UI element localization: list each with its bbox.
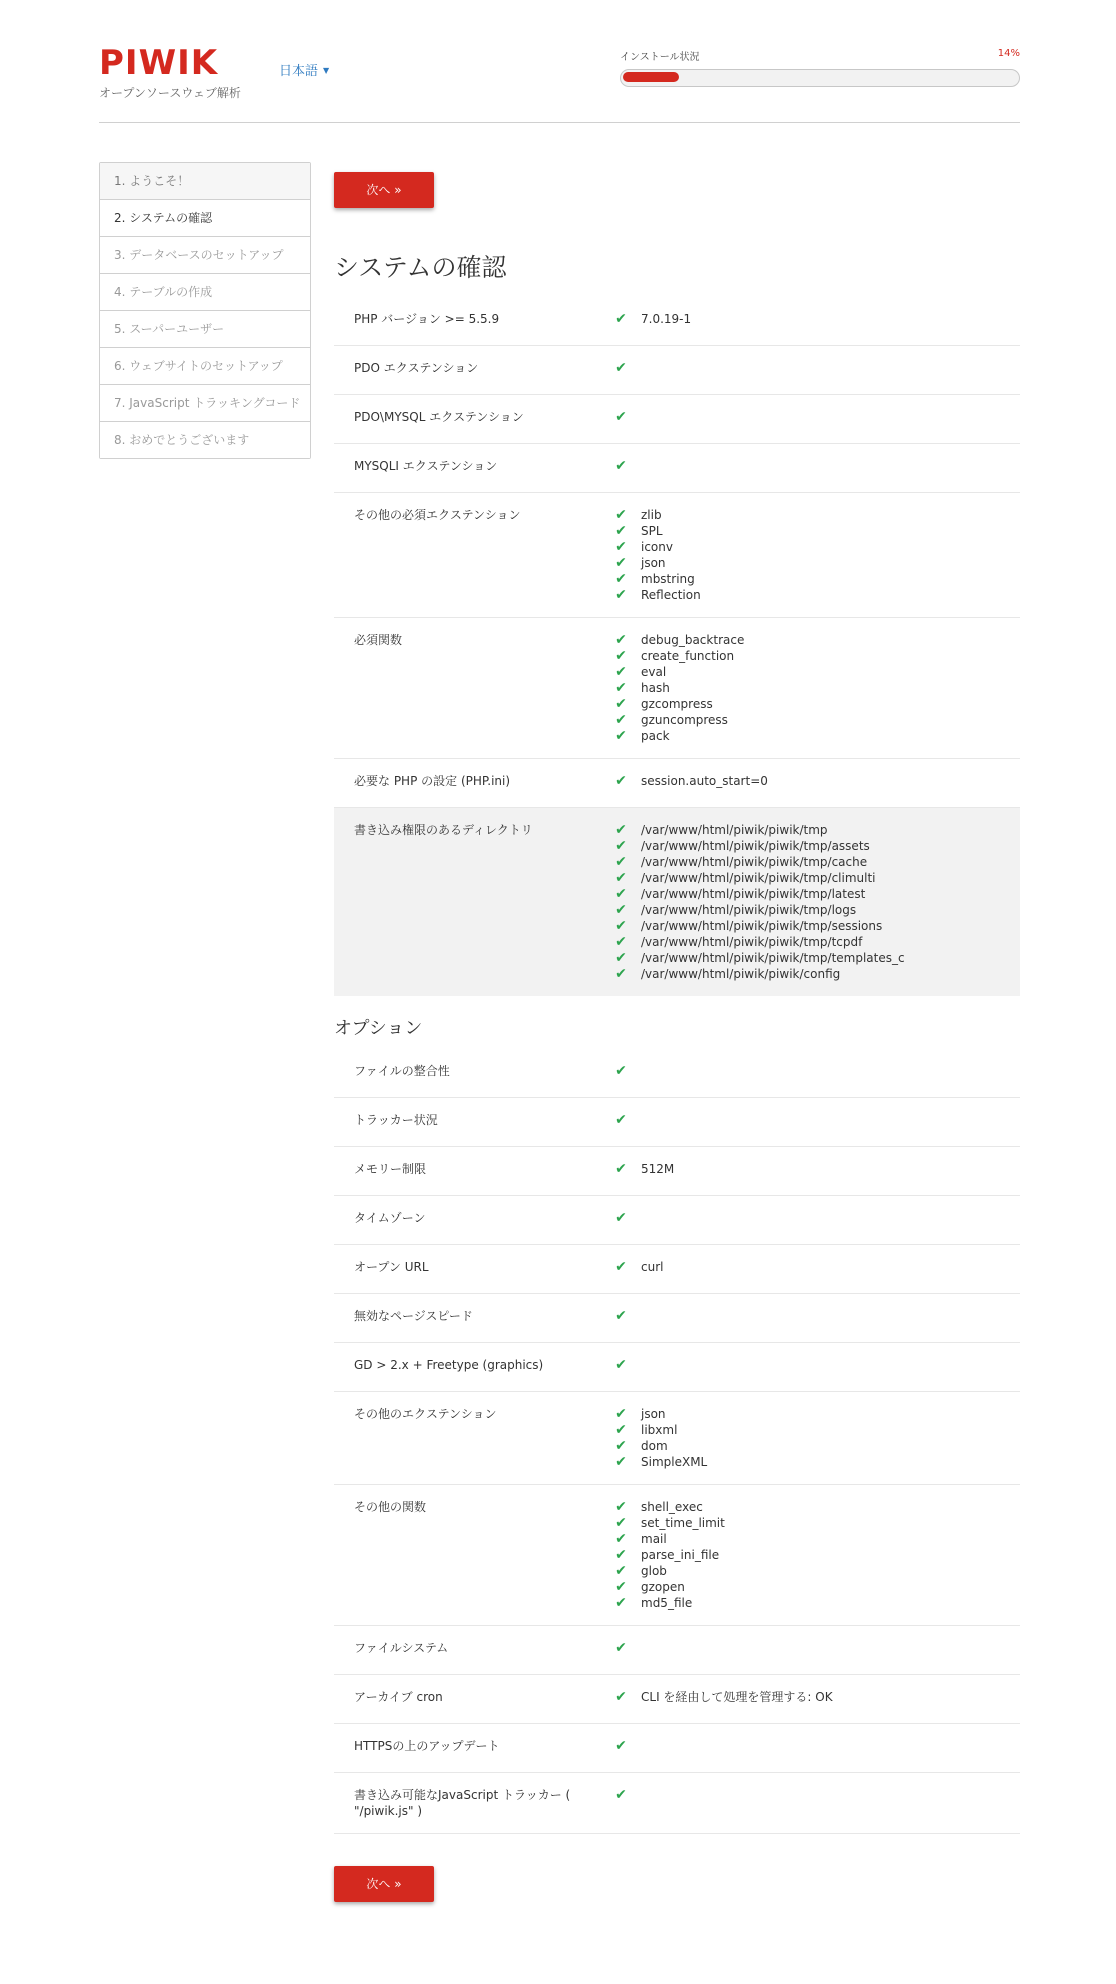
checkmark-icon: ✔: [615, 1787, 627, 1803]
check-item: [614, 1161, 1020, 1177]
check-values: [614, 1308, 1020, 1324]
check-values: [614, 507, 1020, 603]
checkmark-icon: ✔: [615, 1259, 627, 1275]
check-item: [614, 950, 1020, 966]
check-value: 512M: [641, 1162, 675, 1176]
check-row: [334, 1773, 1020, 1834]
optional-checks: [334, 1049, 1020, 1834]
check-item: [614, 1357, 1020, 1373]
check-label: 書き込み権限のあるディレクトリ: [354, 823, 533, 837]
check-values: [614, 409, 1020, 425]
checkmark-icon: ✔: [615, 664, 627, 680]
checkmark-icon: ✔: [615, 712, 627, 728]
check-value: glob: [641, 1564, 667, 1578]
checkmark-icon: ✔: [615, 458, 627, 474]
checkmark-icon: ✔: [615, 728, 627, 744]
check-item: [614, 1563, 1020, 1579]
checkmark-icon: ✔: [615, 1308, 627, 1324]
check-values: [614, 1357, 1020, 1373]
checkmark-icon: ✔: [615, 934, 627, 950]
check-values: [614, 1406, 1020, 1470]
checkmark-icon: ✔: [615, 773, 627, 789]
check-item: [614, 1422, 1020, 1438]
check-value: /var/www/html/piwik/piwik/tmp/cache: [641, 855, 868, 869]
page-title: システムの確認: [334, 253, 507, 282]
install-steps-sidebar: [99, 162, 311, 459]
checkmark-icon: ✔: [615, 360, 627, 376]
check-item: [614, 664, 1020, 680]
checkmark-icon: ✔: [615, 539, 627, 555]
check-item: [614, 1308, 1020, 1324]
sidebar-step: 5. スーパーユーザー: [100, 310, 310, 347]
check-item: [614, 918, 1020, 934]
check-item: [614, 712, 1020, 728]
checkmark-icon: ✔: [615, 1063, 627, 1079]
check-value: md5_file: [641, 1596, 693, 1610]
check-item: [614, 1210, 1020, 1226]
header: [99, 40, 1020, 123]
check-item: [614, 854, 1020, 870]
checkmark-icon: ✔: [615, 950, 627, 966]
check-item: [614, 728, 1020, 744]
check-value: /var/www/html/piwik/piwik/tmp/sessions: [641, 919, 883, 933]
check-item: [614, 632, 1020, 648]
check-value: json: [641, 1407, 666, 1421]
check-value: /var/www/html/piwik/piwik/tmp/templates_c: [641, 951, 905, 965]
check-values: [614, 1259, 1020, 1275]
checkmark-icon: ✔: [615, 1357, 627, 1373]
check-value: curl: [641, 1260, 664, 1274]
check-item: [614, 458, 1020, 474]
check-values: [614, 360, 1020, 376]
check-values: [614, 1499, 1020, 1611]
check-item: [614, 680, 1020, 696]
check-values: [614, 1112, 1020, 1128]
check-row: [334, 1196, 1020, 1245]
checkmark-icon: ✔: [615, 1406, 627, 1422]
check-row: [334, 1626, 1020, 1675]
check-row: [334, 346, 1020, 395]
check-item: [614, 507, 1020, 523]
checkmark-icon: ✔: [615, 648, 627, 664]
check-label: その他の関数: [354, 1500, 427, 1514]
required-checks: [334, 297, 1020, 996]
checkmark-icon: ✔: [615, 409, 627, 425]
check-row: [334, 759, 1020, 808]
check-value: debug_backtrace: [641, 633, 745, 647]
checkmark-icon: ✔: [615, 1210, 627, 1226]
checkmark-icon: ✔: [615, 1531, 627, 1547]
sidebar-step: 1. ようこそ！: [100, 163, 310, 199]
checkmark-icon: ✔: [615, 902, 627, 918]
check-value: create_function: [641, 649, 735, 663]
check-item: [614, 587, 1020, 603]
check-row: [334, 1098, 1020, 1147]
sidebar-step: 8. おめでとうございます: [100, 421, 310, 458]
check-values: [614, 632, 1020, 744]
next-button-top[interactable]: 次へ »: [334, 172, 434, 208]
progress-fill: [623, 72, 679, 82]
language-label: 日本語: [279, 64, 319, 79]
checkmark-icon: ✔: [615, 1595, 627, 1611]
check-item: [614, 1595, 1020, 1611]
check-values: [614, 1640, 1020, 1656]
check-label: オープン URL: [354, 1260, 429, 1274]
check-values: [614, 1161, 1020, 1177]
check-row: [334, 297, 1020, 346]
sidebar-step: 3. データベースのセットアップ: [100, 236, 310, 273]
check-item: [614, 1579, 1020, 1595]
optional-title: オプション: [334, 1018, 423, 1039]
check-row: [334, 1675, 1020, 1724]
check-value: pack: [641, 729, 670, 743]
checkmark-icon: ✔: [615, 523, 627, 539]
check-values: [614, 458, 1020, 474]
check-row: [334, 1392, 1020, 1485]
caret-down-icon: ▼: [323, 66, 330, 75]
check-value: parse_ini_file: [641, 1548, 720, 1562]
check-item: [614, 1640, 1020, 1656]
check-value: mail: [641, 1532, 667, 1546]
check-value: set_time_limit: [641, 1516, 725, 1530]
check-item: [614, 1515, 1020, 1531]
check-row: [334, 444, 1020, 493]
checkmark-icon: ✔: [615, 587, 627, 603]
check-values: [614, 311, 1020, 327]
check-label: MYSQLI エクステンション: [354, 459, 498, 473]
check-value: eval: [641, 665, 667, 679]
main-content: [334, 172, 1020, 1902]
check-value: 7.0.19-1: [641, 312, 692, 326]
check-item: [614, 523, 1020, 539]
check-item: [614, 360, 1020, 376]
check-value: /var/www/html/piwik/piwik/tmp: [641, 823, 828, 837]
check-value: iconv: [641, 540, 673, 554]
checkmark-icon: ✔: [615, 1112, 627, 1128]
checkmark-icon: ✔: [615, 1738, 627, 1754]
check-item: [614, 1406, 1020, 1422]
check-value: json: [641, 556, 666, 570]
checkmark-icon: ✔: [615, 311, 627, 327]
check-value: /var/www/html/piwik/piwik/tmp/logs: [641, 903, 857, 917]
checkmark-icon: ✔: [615, 680, 627, 696]
check-value: gzuncompress: [641, 713, 728, 727]
check-row: [334, 395, 1020, 444]
check-value: mbstring: [641, 572, 695, 586]
check-item: [614, 311, 1020, 327]
sidebar-step: 7. JavaScript トラッキングコード: [100, 384, 310, 421]
check-label: PDO\MYSQL エクステンション: [354, 410, 524, 424]
check-values: [614, 822, 1020, 982]
check-row: [334, 1245, 1020, 1294]
check-item: [614, 1787, 1020, 1803]
check-label: その他のエクステンション: [354, 1407, 497, 1421]
check-value: SimpleXML: [641, 1455, 708, 1469]
tagline: オープンソースウェブ解析: [99, 86, 241, 100]
check-item: [614, 555, 1020, 571]
sidebar-step: 4. テーブルの作成: [100, 273, 310, 310]
check-value: /var/www/html/piwik/piwik/tmp/climulti: [641, 871, 876, 885]
check-row: [334, 493, 1020, 618]
check-label: ファイルの整合性: [354, 1064, 450, 1078]
check-item: [614, 539, 1020, 555]
check-label: 書き込み可能なJavaScript トラッカー ( "/piwik.js" ): [354, 1788, 571, 1818]
language-selector[interactable]: [279, 60, 329, 79]
check-item: [614, 571, 1020, 587]
check-values: [614, 1689, 1020, 1705]
check-value: gzopen: [641, 1580, 685, 1594]
check-value: /var/www/html/piwik/piwik/tmp/assets: [641, 839, 870, 853]
check-label: その他の必須エクステンション: [354, 508, 521, 522]
check-item: [614, 902, 1020, 918]
checkmark-icon: ✔: [615, 555, 627, 571]
progress-label: インストール状況: [620, 52, 700, 63]
check-item: [614, 1112, 1020, 1128]
check-value: zlib: [641, 508, 662, 522]
checkmark-icon: ✔: [615, 838, 627, 854]
check-item: [614, 773, 1020, 789]
check-item: [614, 409, 1020, 425]
check-label: GD > 2.x + Freetype (graphics): [354, 1358, 544, 1372]
check-item: [614, 1738, 1020, 1754]
check-item: [614, 934, 1020, 950]
check-values: [614, 1787, 1020, 1803]
check-value: CLI を経由して処理を管理する: OK: [641, 1690, 833, 1704]
check-row: [334, 1147, 1020, 1196]
check-row: [334, 1724, 1020, 1773]
checkmark-icon: ✔: [615, 1161, 627, 1177]
check-item: [614, 822, 1020, 838]
check-value: /var/www/html/piwik/piwik/config: [641, 967, 841, 981]
check-value: Reflection: [641, 588, 701, 602]
progress-track: [620, 69, 1020, 87]
check-value: gzcompress: [641, 697, 713, 711]
next-button-bottom[interactable]: 次へ »: [334, 1866, 434, 1902]
check-label: アーカイブ cron: [354, 1690, 443, 1704]
checkmark-icon: ✔: [615, 1454, 627, 1470]
check-values: [614, 1738, 1020, 1754]
check-label: トラッカー状況: [354, 1113, 438, 1127]
check-item: [614, 1438, 1020, 1454]
check-value: /var/www/html/piwik/piwik/tmp/tcpdf: [641, 935, 863, 949]
check-item: [614, 1547, 1020, 1563]
check-label: 必要な PHP の設定 (PHP.ini): [354, 774, 511, 788]
checkmark-icon: ✔: [615, 918, 627, 934]
check-item: [614, 870, 1020, 886]
check-label: メモリー制限: [354, 1162, 427, 1176]
check-row: [334, 1049, 1020, 1098]
checkmark-icon: ✔: [615, 1438, 627, 1454]
check-item: [614, 648, 1020, 664]
check-label: PDO エクステンション: [354, 361, 479, 375]
checkmark-icon: ✔: [615, 1579, 627, 1595]
check-item: [614, 1689, 1020, 1705]
checkmark-icon: ✔: [615, 632, 627, 648]
check-value: /var/www/html/piwik/piwik/tmp/latest: [641, 887, 866, 901]
check-values: [614, 773, 1020, 789]
check-row: [334, 808, 1020, 996]
sidebar-step: 6. ウェブサイトのセットアップ: [100, 347, 310, 384]
check-value: shell_exec: [641, 1500, 703, 1514]
check-values: [614, 1063, 1020, 1079]
checkmark-icon: ✔: [615, 696, 627, 712]
logo[interactable]: [99, 43, 241, 101]
install-progress: [620, 48, 1020, 87]
checkmark-icon: ✔: [615, 886, 627, 902]
sidebar-step: 2. システムの確認: [100, 199, 310, 236]
check-label: PHP バージョン >= 5.5.9: [354, 312, 500, 326]
check-item: [614, 1063, 1020, 1079]
check-item: [614, 886, 1020, 902]
progress-percent: 14%: [997, 48, 1020, 59]
checkmark-icon: ✔: [615, 822, 627, 838]
check-item: [614, 1259, 1020, 1275]
check-label: 無効なページスピード: [354, 1309, 473, 1323]
check-value: hash: [641, 681, 670, 695]
check-label: ファイルシステム: [354, 1641, 449, 1655]
check-item: [614, 696, 1020, 712]
checkmark-icon: ✔: [615, 571, 627, 587]
check-item: [614, 1454, 1020, 1470]
check-item: [614, 1499, 1020, 1515]
checkmark-icon: ✔: [615, 854, 627, 870]
checkmark-icon: ✔: [615, 507, 627, 523]
check-value: libxml: [641, 1423, 678, 1437]
checkmark-icon: ✔: [615, 870, 627, 886]
check-item: [614, 966, 1020, 982]
check-value: SPL: [641, 524, 663, 538]
check-label: HTTPSの上のアップデート: [354, 1739, 500, 1753]
check-label: タイムゾーン: [354, 1211, 426, 1225]
check-row: [334, 618, 1020, 759]
checkmark-icon: ✔: [615, 1640, 627, 1656]
check-value: session.auto_start=0: [641, 774, 768, 788]
checkmark-icon: ✔: [615, 1515, 627, 1531]
checkmark-icon: ✔: [615, 1422, 627, 1438]
check-row: [334, 1485, 1020, 1626]
checkmark-icon: ✔: [615, 1499, 627, 1515]
check-label: 必須関数: [354, 633, 403, 647]
checkmark-icon: ✔: [615, 1547, 627, 1563]
check-row: [334, 1343, 1020, 1392]
checkmark-icon: ✔: [615, 966, 627, 982]
check-value: dom: [641, 1439, 668, 1453]
checkmark-icon: ✔: [615, 1563, 627, 1579]
check-item: [614, 838, 1020, 854]
check-row: [334, 1294, 1020, 1343]
checkmark-icon: ✔: [615, 1689, 627, 1705]
logo-wordmark: PIWIK: [99, 43, 219, 83]
check-item: [614, 1531, 1020, 1547]
check-values: [614, 1210, 1020, 1226]
